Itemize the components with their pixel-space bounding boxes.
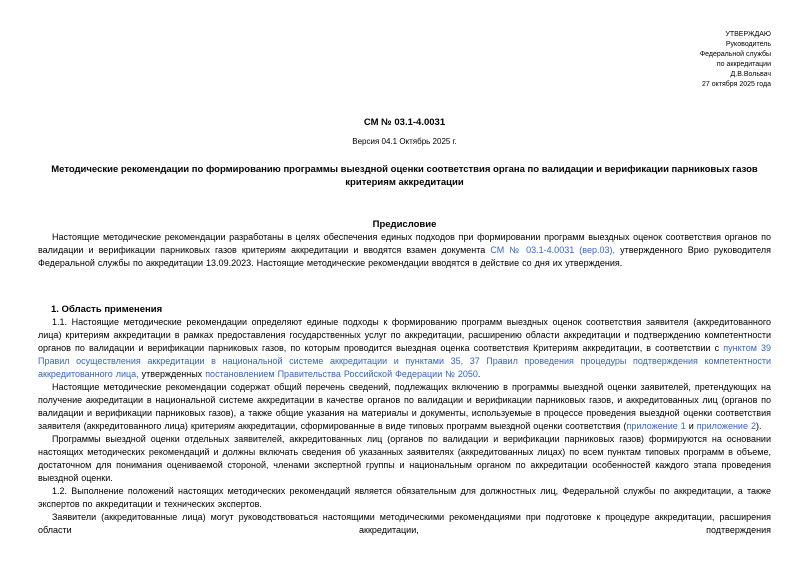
- text-run: Настоящие методические рекомендации разработаны в целях обеспечения единых подходов при формировании программ выездных оценок соответствия органов по валидации и верификации парниковых газов критериям аккредитации и вводятся взамен документа: [38, 232, 771, 255]
- paragraph-1-1: [38, 316, 771, 381]
- paragraph-1-2: [38, 485, 771, 511]
- scope-section-heading: 1. Область применения: [51, 304, 163, 315]
- approval-line-position: Руководитель: [725, 41, 771, 48]
- document-title: Методические рекомендации по формированию программы выездной оценки соответствия органа по валидации и верификации парниковых газов критериям аккредитации: [51, 164, 758, 188]
- approval-line-approve: УТВЕРЖДАЮ: [725, 31, 771, 38]
- document-link[interactable]: постановлением Правительства Российской Федерации № 2050: [205, 369, 478, 379]
- text-run: Программы выездной оценки отдельных заявителей, аккредитованных лиц (органов по валидации и верификации парниковых газов) формируются на основании настоящих методических рекомендаций и должны включать сведения об указанных заявителях (аккредитованных лицах) по всем пунктам типовых программ в объеме, достаточном для понимания оцениваемой стороной, членами экспертной группы и национальным органом по аккредитации особенностей каждого этапа проведения выездной оценки.: [38, 434, 771, 483]
- text-run: Заявители (аккредитованные лица) могут руководствоваться настоящими методическими рекомендациями при подготовке к процедуре аккредитации, расширения области аккредитации, подтверждения: [38, 512, 771, 535]
- paragraph-programs: [38, 433, 771, 485]
- approval-line-agency-1: Федеральной службы: [699, 51, 771, 58]
- text-run: ).: [755, 421, 762, 431]
- approval-line-date: 27 октября 2025 года: [702, 81, 771, 88]
- document-link[interactable]: СМ № 03.1-4.0031 (вер.03),: [490, 245, 615, 255]
- paragraph-applicants: [38, 511, 771, 537]
- text-run: Настоящие методические рекомендации содержат общий перечень сведений, подлежащих включению в программы выездной оценки заявителей, претендующих на получение аккредитации в национальной системе аккредитации в качестве органов по валидации и верификации парниковых газов, и аккредитованных лиц (органов по валидации и верификации парниковых газов), а также общие указания на материалы и документы, используемые в процессе проведения выездной оценки соответствия заявителя (аккредитованного лица) критериям аккредитации, сформированные в виде типовых программ выездной оценки соответствия (: [38, 382, 771, 431]
- text-run: .: [477, 369, 481, 379]
- document-version: Версия 04.1 Октябрь 2025 г.: [352, 137, 457, 146]
- document-link[interactable]: пунктом 39 Правил осуществления аккредитации в национальной системе аккредитации и пунктами 35, 37 Правил проведения процедуры подтверждения компетентности аккредитованного лица,: [38, 343, 772, 379]
- document-link[interactable]: приложение 1: [626, 421, 686, 431]
- text-run: и: [685, 421, 697, 431]
- document-link[interactable]: приложение 2: [696, 421, 756, 431]
- preface-heading: Предисловие: [372, 219, 437, 230]
- text-run: утвержденных: [138, 369, 206, 379]
- text-run: утвержденного Врио руководителя Федеральной службы по аккредитации 13.09.2023. Настоящие методические рекомендации вводятся в действие со дня их утверждения.: [38, 245, 771, 268]
- approval-line-agency-2: по аккредитации: [716, 61, 771, 68]
- approval-block: [38, 30, 771, 90]
- approval-line-signer: Д.В.Вольвач: [730, 71, 771, 78]
- document-code: СМ № 03.1-4.0031: [363, 117, 446, 128]
- preface-paragraph: [38, 231, 771, 270]
- text-run: 1.2. Выполнение положений настоящих методических рекомендаций является обязательным для должностных лиц, Федеральной службы по аккредитации, а также экспертов по аккредитации и технических экспертов.: [38, 486, 771, 509]
- paragraph-general-info: [38, 381, 771, 433]
- text-run: 1.1. Настоящие методические рекомендации определяют единые подходы к формированию программ выездных оценок соответствия заявителя (аккредитованного лица) критериям аккредитации в рамках предоставления государственных услуг по аккредитации, расширению области аккредитации и подтверждению компетентности органов по валидации и верификации парниковых газов, по которым проводится выездная оценка соответствия Критериям аккредитации, в соответствии с: [38, 317, 771, 353]
